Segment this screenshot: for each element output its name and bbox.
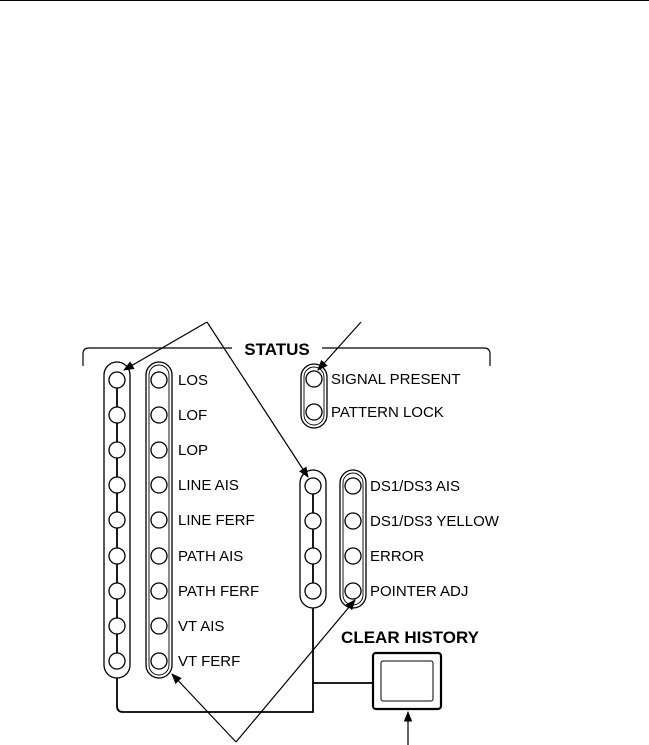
label-pattern-lock: PATTERN LOCK: [331, 404, 444, 421]
signal-led-group: [301, 364, 327, 428]
label-signal-present: SIGNAL PRESENT: [331, 371, 461, 388]
led-los: [151, 372, 167, 388]
led-path-ais: [151, 548, 167, 564]
callout-arrow-status-left: [172, 674, 236, 742]
history-led-column-right: [300, 470, 326, 608]
label-ds1-ds3-yellow: DS1/DS3 YELLOW: [370, 513, 499, 530]
status-labels-right: [370, 478, 500, 600]
label-line-ais: LINE AIS: [178, 477, 239, 494]
history-led-ds1-ds3-ais: [305, 478, 321, 494]
label-pointer-adj: POINTER ADJ: [370, 583, 469, 600]
clear-history-label: CLEAR HISTORY: [341, 628, 479, 647]
history-led-lop: [109, 442, 125, 458]
label-vt-ais: VT AIS: [178, 618, 225, 635]
history-led-path-ferf: [109, 583, 125, 599]
label-lof: LOF: [178, 407, 208, 424]
history-led-error: [305, 548, 321, 564]
led-lop: [151, 442, 167, 458]
history-led-ds1-ds3-yellow: [305, 513, 321, 529]
history-led-path-ais: [109, 548, 125, 564]
label-lop: LOP: [178, 442, 209, 459]
label-vt-ferf: VT FERF: [178, 653, 241, 670]
led-error: [345, 548, 361, 564]
led-vt-ferf: [151, 653, 167, 669]
history-led-column-left: [104, 362, 130, 678]
led-path-ferf: [151, 583, 167, 599]
status-labels-left: [178, 372, 259, 670]
history-led-vt-ais: [109, 618, 125, 634]
status-title: STATUS: [244, 340, 310, 359]
history-led-line-ais: [109, 477, 125, 493]
label-los: LOS: [178, 372, 209, 389]
led-line-ais: [151, 477, 167, 493]
led-line-ferf: [151, 512, 167, 528]
callout-arrow-signal-present: [318, 322, 361, 370]
callout-arrow-history-left: [124, 322, 207, 370]
status-led-column-left: [146, 362, 172, 678]
label-line-ferf: LINE FERF: [178, 512, 255, 529]
status-led-column-right: [340, 470, 366, 608]
led-pattern-lock: [306, 404, 322, 420]
led-ds1-ds3-ais: [345, 478, 361, 494]
clear-history-button[interactable]: [373, 653, 441, 709]
label-error: ERROR: [370, 548, 425, 565]
history-led-lof: [109, 407, 125, 423]
history-led-vt-ferf: [109, 653, 125, 669]
led-pointer-adj: [345, 583, 361, 599]
label-path-ferf: PATH FERF: [178, 583, 260, 600]
led-signal-present: [306, 371, 322, 387]
label-path-ais: PATH AIS: [178, 548, 244, 565]
history-led-los: [109, 372, 125, 388]
history-led-line-ferf: [109, 512, 125, 528]
led-lof: [151, 407, 167, 423]
label-ds1-ds3-ais: DS1/DS3 AIS: [370, 478, 461, 495]
led-ds1-ds3-yellow: [345, 513, 361, 529]
callout-arrow-status-right: [236, 600, 355, 742]
led-vt-ais: [151, 618, 167, 634]
history-led-pointer-adj: [305, 583, 321, 599]
